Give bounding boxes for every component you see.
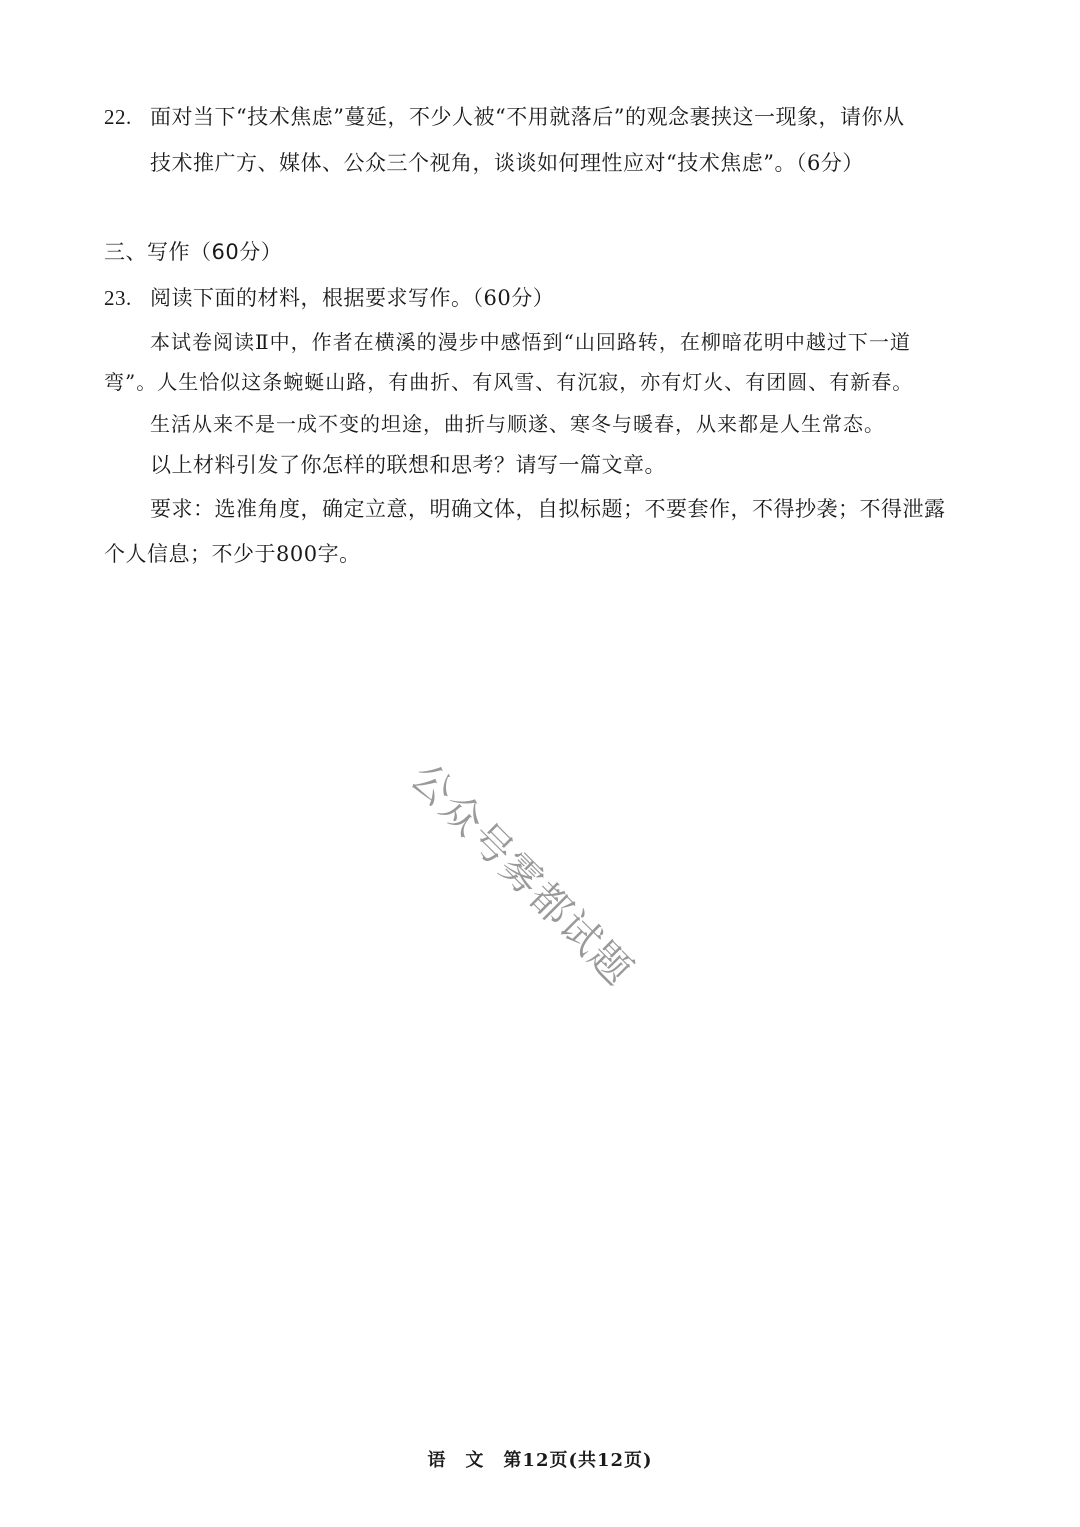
- material-line-1: 本试卷阅读Ⅱ中，作者在横溪的漫步中感悟到“山回路转，在柳暗花明中越过下一道: [150, 330, 911, 354]
- material-line-3: 生活从来不是一成不变的坦途，曲折与顺遂、寒冬与暖春，从来都是人生常态。: [150, 412, 885, 436]
- question-22-number: 22.: [104, 105, 132, 129]
- question-23-requirements-1: 要求：选准角度，确定立意，明确文体，自拟标题；不要套作，不得抄袭；不得泄露: [150, 497, 946, 521]
- question-23-prompt: 阅读下面的材料，根据要求写作。（60分）: [150, 286, 555, 310]
- question-23-requirements-2: 个人信息；不少于800字。: [104, 542, 361, 566]
- page-footer: 语 文 第12页(共12页): [427, 1450, 653, 1471]
- question-23-number: 23.: [104, 286, 132, 310]
- question-22-line-2: 技术推广方、媒体、公众三个视角，谈谈如何理性应对“技术焦虑”。（6分）: [150, 151, 864, 175]
- question-22-text-1: 面对当下“技术焦虑”蔓延，不少人被“不用就落后”的观念裹挟这一现象，请你从: [150, 105, 905, 129]
- question-23-question: 以上材料引发了你怎样的联想和思考？请写一篇文章。: [150, 453, 666, 477]
- watermark: 公众号雾都试题: [401, 754, 642, 996]
- section-writing-title: 三、写作（60分）: [104, 240, 283, 264]
- question-22-line-1: [104, 102, 904, 132]
- material-line-2: 弯”。人生恰似这条蜿蜒山路，有曲折、有风雪、有沉寂，亦有灯火、有团圆、有新春。: [104, 370, 914, 394]
- question-23-line-1: [104, 283, 554, 313]
